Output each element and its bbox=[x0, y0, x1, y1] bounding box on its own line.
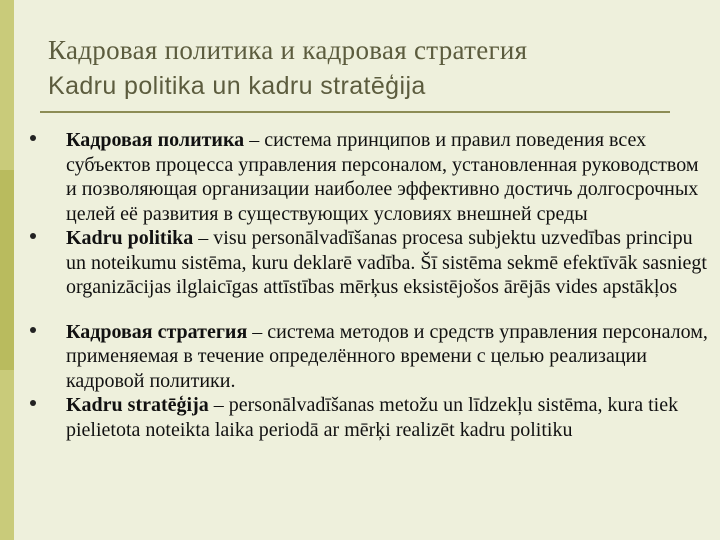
item-text: – personālvadīšanas metožu un līdzekļu sistēma, kura tiek pielietota noteikta laika periodā ar mērķi realizēt kadru politiku bbox=[66, 394, 679, 441]
slide-title bbox=[48, 32, 708, 104]
title-russian: Кадровая политика и кадровая стратегия bbox=[48, 35, 528, 65]
list-item bbox=[30, 128, 710, 226]
bullet-icon bbox=[30, 135, 36, 141]
item-term: Kadru stratēģija bbox=[66, 394, 209, 416]
title-latvian: Kadru politika un kadru stratēģija bbox=[48, 72, 426, 100]
list-item bbox=[30, 393, 710, 442]
list-item bbox=[30, 226, 710, 300]
item-text: – система методов и средств управления персоналом, применяемая в течение определённого времени с целью реализации кадровой политики. bbox=[66, 320, 708, 392]
bullet-icon bbox=[30, 400, 36, 406]
bullet-icon bbox=[30, 327, 36, 333]
item-text: – система принципов и правил поведения всех субъектов процесса управления персоналом, установленная руководством и позволяющая организации наиболее эффективно достичь долгосрочных целей её развития в существующих условиях внешней среды bbox=[66, 129, 699, 225]
bullet-list bbox=[30, 128, 710, 442]
list-item bbox=[30, 320, 710, 394]
item-text: – visu personālvadīšanas procesa subjektu uzvedības principu un noteikumu sistēma, kuru deklarē vadība. Šī sistēma sekmē efektīvāk sasniegt organizācijas ilglaicīgas attīstības mērķus eksistējošos ārējās vides apstākļos bbox=[66, 227, 707, 298]
title-divider bbox=[40, 111, 670, 113]
left-accent-bar-dark bbox=[0, 170, 14, 370]
item-term: Кадровая стратегия bbox=[66, 320, 248, 343]
bullet-icon bbox=[30, 233, 36, 239]
item-term: Kadru politika bbox=[66, 227, 194, 249]
item-term: Кадровая политика bbox=[66, 129, 245, 151]
